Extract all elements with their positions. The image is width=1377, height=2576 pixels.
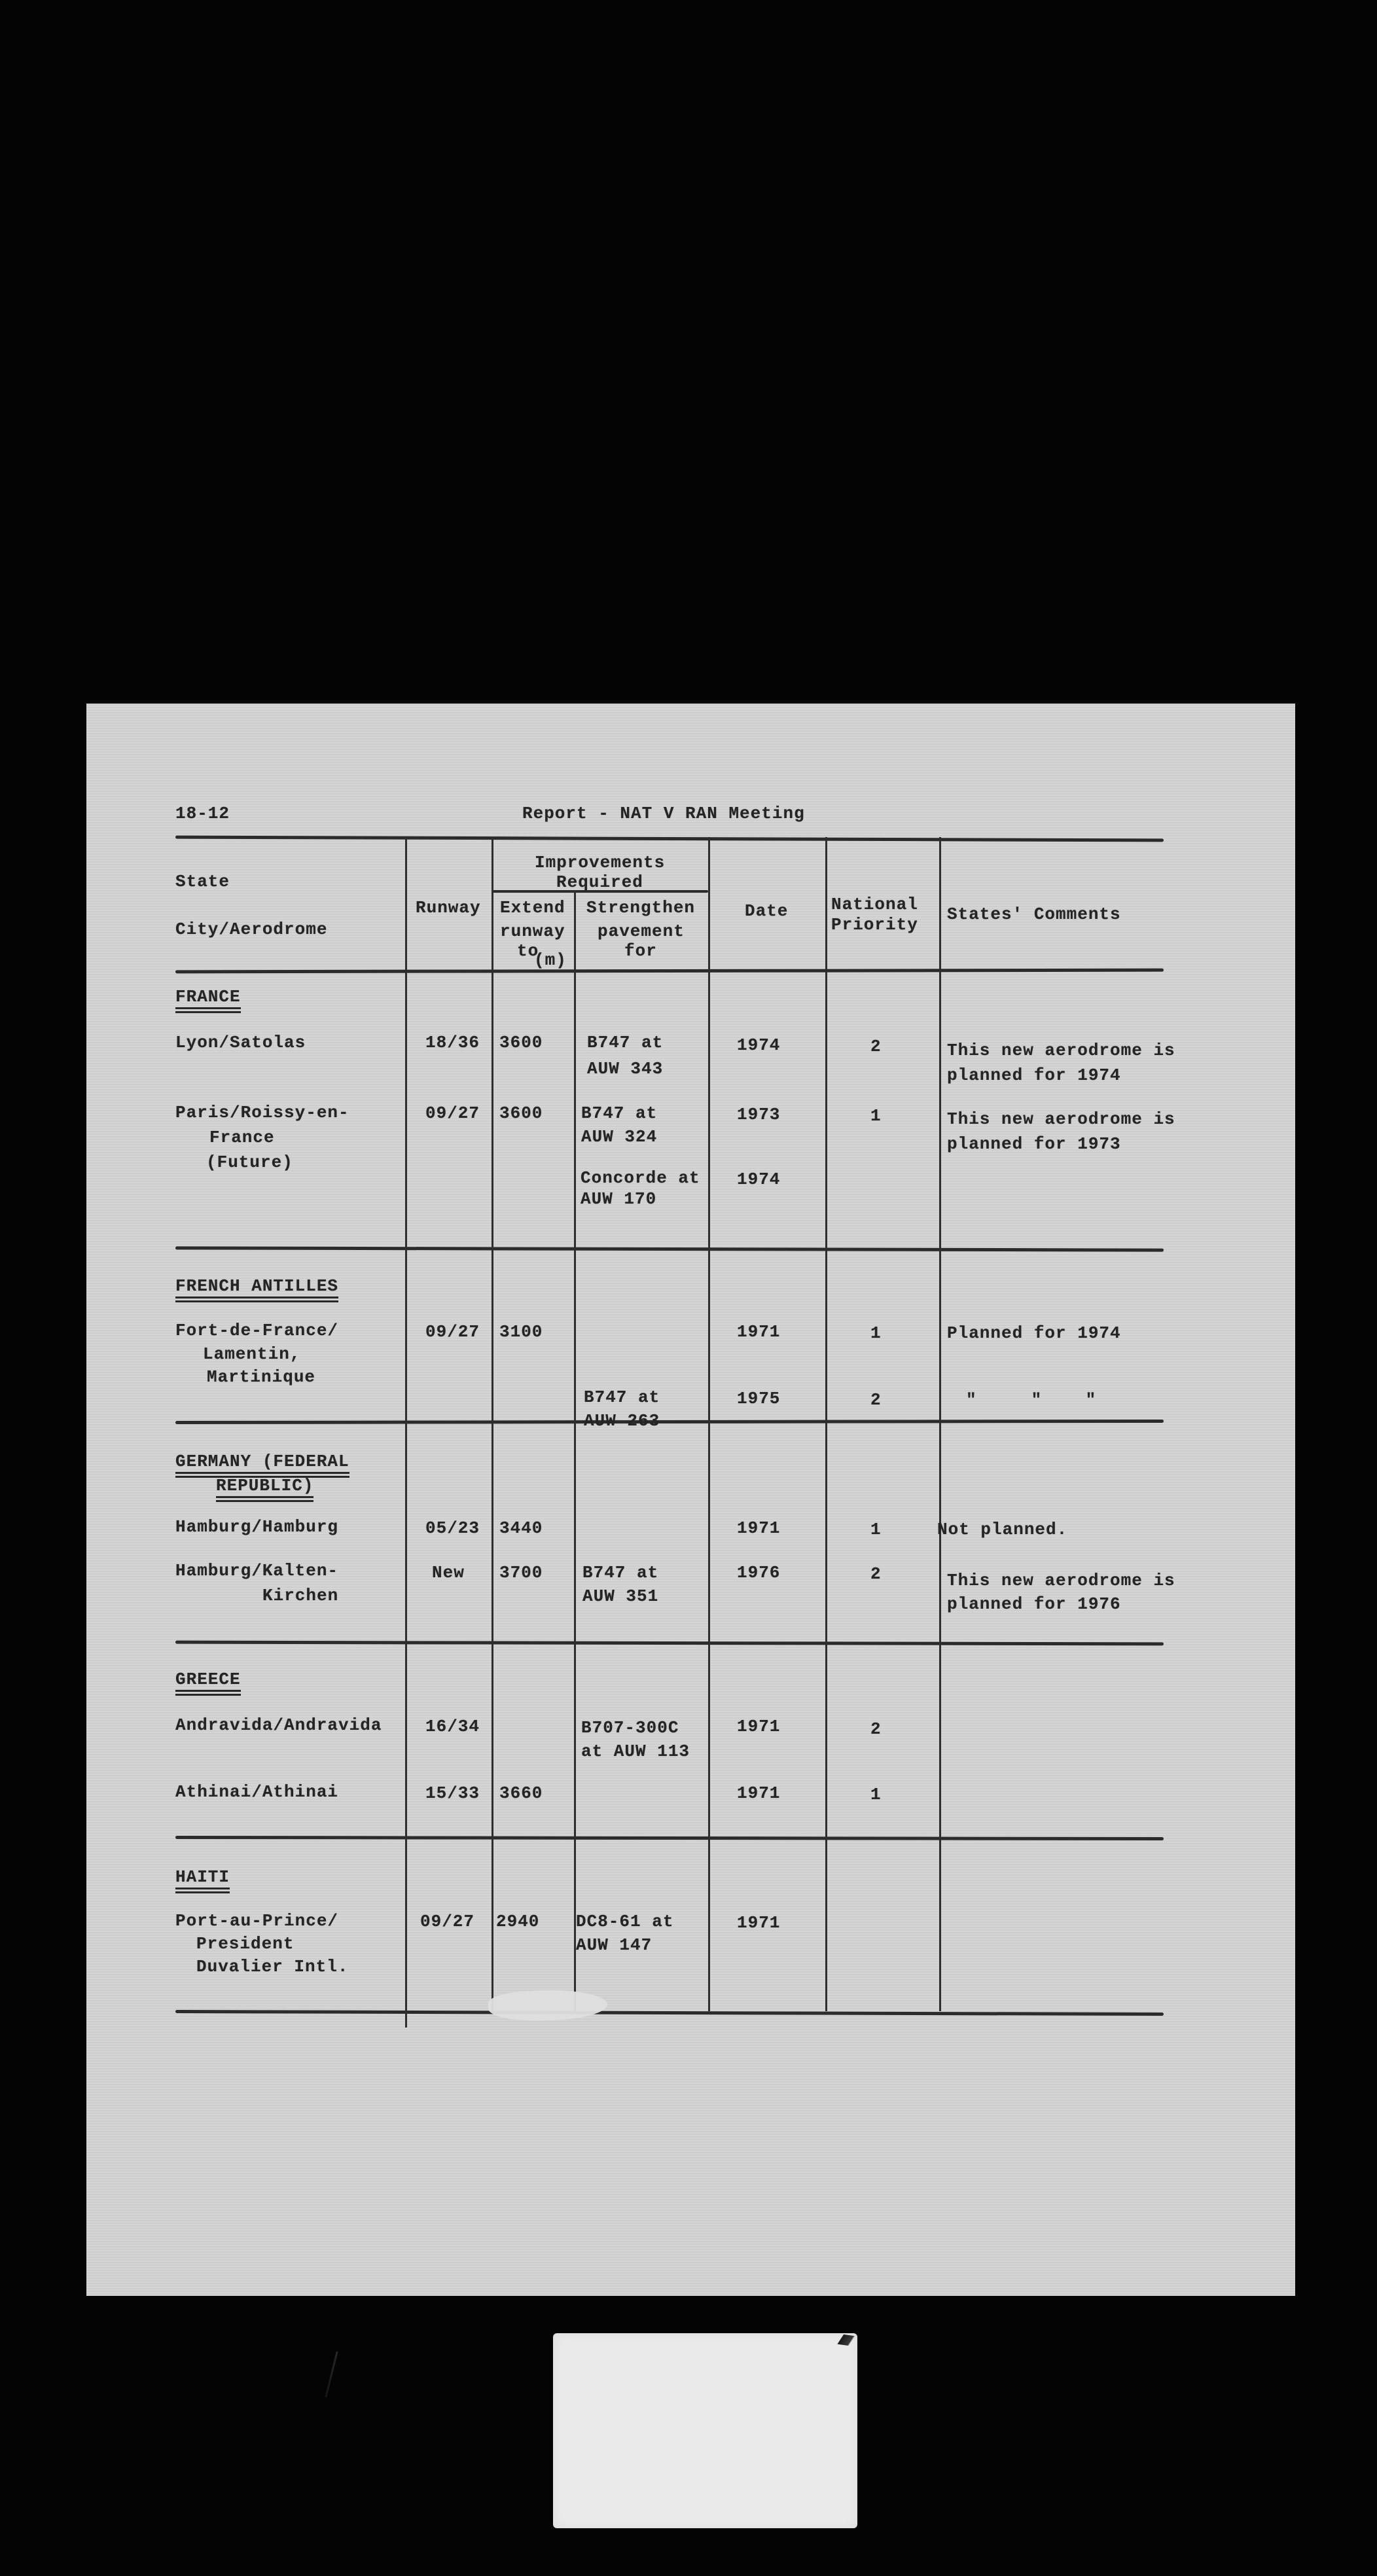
col-header-priority-line1: National: [831, 895, 918, 914]
header-bottom-rule: [175, 969, 1164, 974]
cell-runway: 15/33: [425, 1783, 480, 1803]
cell-priority: 1: [870, 1106, 882, 1126]
cell-date: 1974: [737, 1035, 781, 1055]
col-header-city: City/Aerodrome: [175, 920, 328, 939]
cell-city: Lyon/Satolas: [175, 1033, 306, 1052]
page-title: Report - NAT V RAN Meeting: [522, 804, 805, 823]
cell-runway: 05/23: [425, 1518, 480, 1538]
page-number: 18-12: [175, 804, 230, 823]
cell-runway: New: [432, 1563, 465, 1583]
cell-runway: 16/34: [425, 1717, 480, 1736]
column-divider-city-runway: [405, 837, 407, 2028]
col-header-date: Date: [745, 901, 789, 921]
cell-priority: 2: [870, 1037, 882, 1056]
column-divider-date-priority: [825, 837, 827, 2011]
cell-city-line2: President: [196, 1934, 295, 1954]
cell-comments-line1: Planned for 1974: [947, 1323, 1121, 1343]
cell-comments-line2: planned for 1976: [947, 1594, 1121, 1614]
column-divider-priority-comments: [939, 837, 941, 2011]
cell-date: 1971: [737, 1913, 781, 1933]
cell-runway: 18/36: [425, 1033, 480, 1052]
cell-priority: 2: [870, 1719, 882, 1739]
section-heading-greece: GREECE: [175, 1670, 241, 1696]
blank-card: [553, 2333, 857, 2528]
table-top-rule: [175, 836, 1164, 842]
cell-strengthen-line1: DC8-61 at: [576, 1912, 674, 1931]
cell-city-line2: Lamentin,: [203, 1344, 301, 1364]
cell-strengthen-line1: B707-300C: [581, 1718, 679, 1738]
cell-extend: 3600: [499, 1103, 543, 1123]
col-header-extend-line3: to: [517, 941, 539, 961]
col-header-strengthen-line1: Strengthen: [586, 898, 696, 918]
section-heading-french-antilles: FRENCH ANTILLES: [175, 1276, 338, 1302]
cell-city-line3: (Future): [206, 1153, 293, 1172]
cell-runway: 09/27: [420, 1912, 475, 1931]
col-header-extend-line1: Extend: [500, 898, 565, 918]
section-rule-2: [175, 1420, 1164, 1424]
col-header-runway: Runway: [416, 898, 481, 918]
cell-strengthen-line1: B747 at: [581, 1103, 658, 1123]
cell-date: 1971: [737, 1322, 781, 1342]
cell-strengthen-line2: AUW 263: [584, 1411, 660, 1431]
col-header-strengthen-line3: for: [624, 941, 657, 961]
cell-strengthen-line2: at AUW 113: [581, 1742, 690, 1761]
cell-comments-ditto-marks: " " ": [966, 1390, 1097, 1410]
cell-comments-line1: Not planned.: [937, 1520, 1068, 1539]
col-header-strengthen-line2: pavement: [598, 921, 685, 941]
cell-city-line3: Martinique: [207, 1367, 316, 1387]
cell-comments-line1: This new aerodrome is: [947, 1041, 1175, 1060]
whiteout-smudge: [488, 1988, 607, 2022]
section-rule-1: [175, 1246, 1164, 1251]
section-heading-germany-line1: GERMANY (FEDERAL: [175, 1452, 349, 1478]
section-heading-germany-line2: REPUBLIC): [216, 1476, 313, 1502]
card-corner-mark: [828, 2333, 859, 2347]
cell-date: 1975: [737, 1389, 781, 1408]
col-header-extend-line2: runway: [500, 921, 565, 941]
cell-city-line1: Hamburg/Kalten-: [175, 1561, 339, 1581]
scratch-mark: [325, 2352, 338, 2398]
col-header-improvements-line2: Required: [556, 872, 643, 892]
cell-date: 1976: [737, 1563, 781, 1583]
section-rule-4: [175, 1836, 1164, 1840]
cell-priority: 1: [870, 1785, 882, 1804]
cell-strengthen-line1: B747 at: [587, 1033, 664, 1052]
column-divider-extend-strengthen: [574, 890, 576, 2011]
cell-date: 1974: [737, 1170, 781, 1189]
section-rule-3: [175, 1641, 1164, 1646]
section-heading-france: FRANCE: [175, 987, 241, 1013]
cell-priority: 1: [870, 1323, 882, 1343]
cell-city: Hamburg/Hamburg: [175, 1517, 339, 1537]
cell-city-line2: Kirchen: [262, 1586, 339, 1605]
cell-city-line1: Paris/Roissy-en-: [175, 1103, 349, 1122]
cell-city-line2: France: [209, 1128, 275, 1147]
col-header-improvements-line1: Improvements: [535, 853, 666, 872]
cell-priority: 1: [870, 1520, 882, 1539]
cell-comments-line2: planned for 1974: [947, 1065, 1121, 1085]
cell-extend: 2940: [496, 1912, 540, 1931]
cell-extend: 3700: [499, 1563, 543, 1583]
cell-strengthen-line2: AUW 147: [576, 1935, 653, 1955]
cell-date: 1971: [737, 1783, 781, 1803]
cell-date: 1971: [737, 1518, 781, 1538]
column-divider-runway-extend: [492, 837, 493, 2011]
table-bottom-rule: [175, 2010, 1164, 2016]
cell-comments-line2: planned for 1973: [947, 1134, 1121, 1154]
cell-strengthen-line1: B747 at: [584, 1387, 660, 1407]
cell-city-line3: Duvalier Intl.: [196, 1957, 349, 1977]
cell-extend: 3440: [499, 1518, 543, 1538]
cell-priority: 2: [870, 1564, 882, 1584]
cell-comments-line1: This new aerodrome is: [947, 1109, 1175, 1129]
cell-extend: 3100: [499, 1322, 543, 1342]
cell-priority: 2: [870, 1390, 882, 1410]
cell-date: 1971: [737, 1717, 781, 1736]
cell-runway: 09/27: [425, 1322, 480, 1342]
cell-city-line1: Fort-de-France/: [175, 1321, 339, 1340]
cell-date: 1973: [737, 1105, 781, 1124]
cell-extend: 3660: [499, 1783, 543, 1803]
cell-city-line1: Port-au-Prince/: [175, 1911, 339, 1931]
cell-strengthen-line1: Concorde at: [581, 1168, 700, 1188]
cell-strengthen-line2: AUW 170: [581, 1189, 657, 1209]
cell-strengthen-line2: AUW 324: [581, 1127, 658, 1147]
col-header-state: State: [175, 872, 230, 891]
cell-strengthen-line2: AUW 343: [587, 1059, 664, 1079]
column-divider-strengthen-date: [708, 837, 710, 2011]
section-heading-haiti: HAITI: [175, 1867, 230, 1893]
col-header-extend-line4: (m): [534, 950, 567, 970]
cell-comments-line1: This new aerodrome is: [947, 1571, 1175, 1590]
cell-extend: 3600: [499, 1033, 543, 1052]
col-header-comments: States' Comments: [947, 904, 1121, 924]
cell-runway: 09/27: [425, 1103, 480, 1123]
cell-strengthen-line1: B747 at: [582, 1563, 659, 1583]
document-page: [86, 704, 1295, 2296]
cell-strengthen-line2: AUW 351: [582, 1586, 659, 1606]
col-header-priority-line2: Priority: [831, 915, 918, 935]
cell-city: Athinai/Athinai: [175, 1782, 339, 1802]
cell-city: Andravida/Andravida: [175, 1715, 382, 1735]
